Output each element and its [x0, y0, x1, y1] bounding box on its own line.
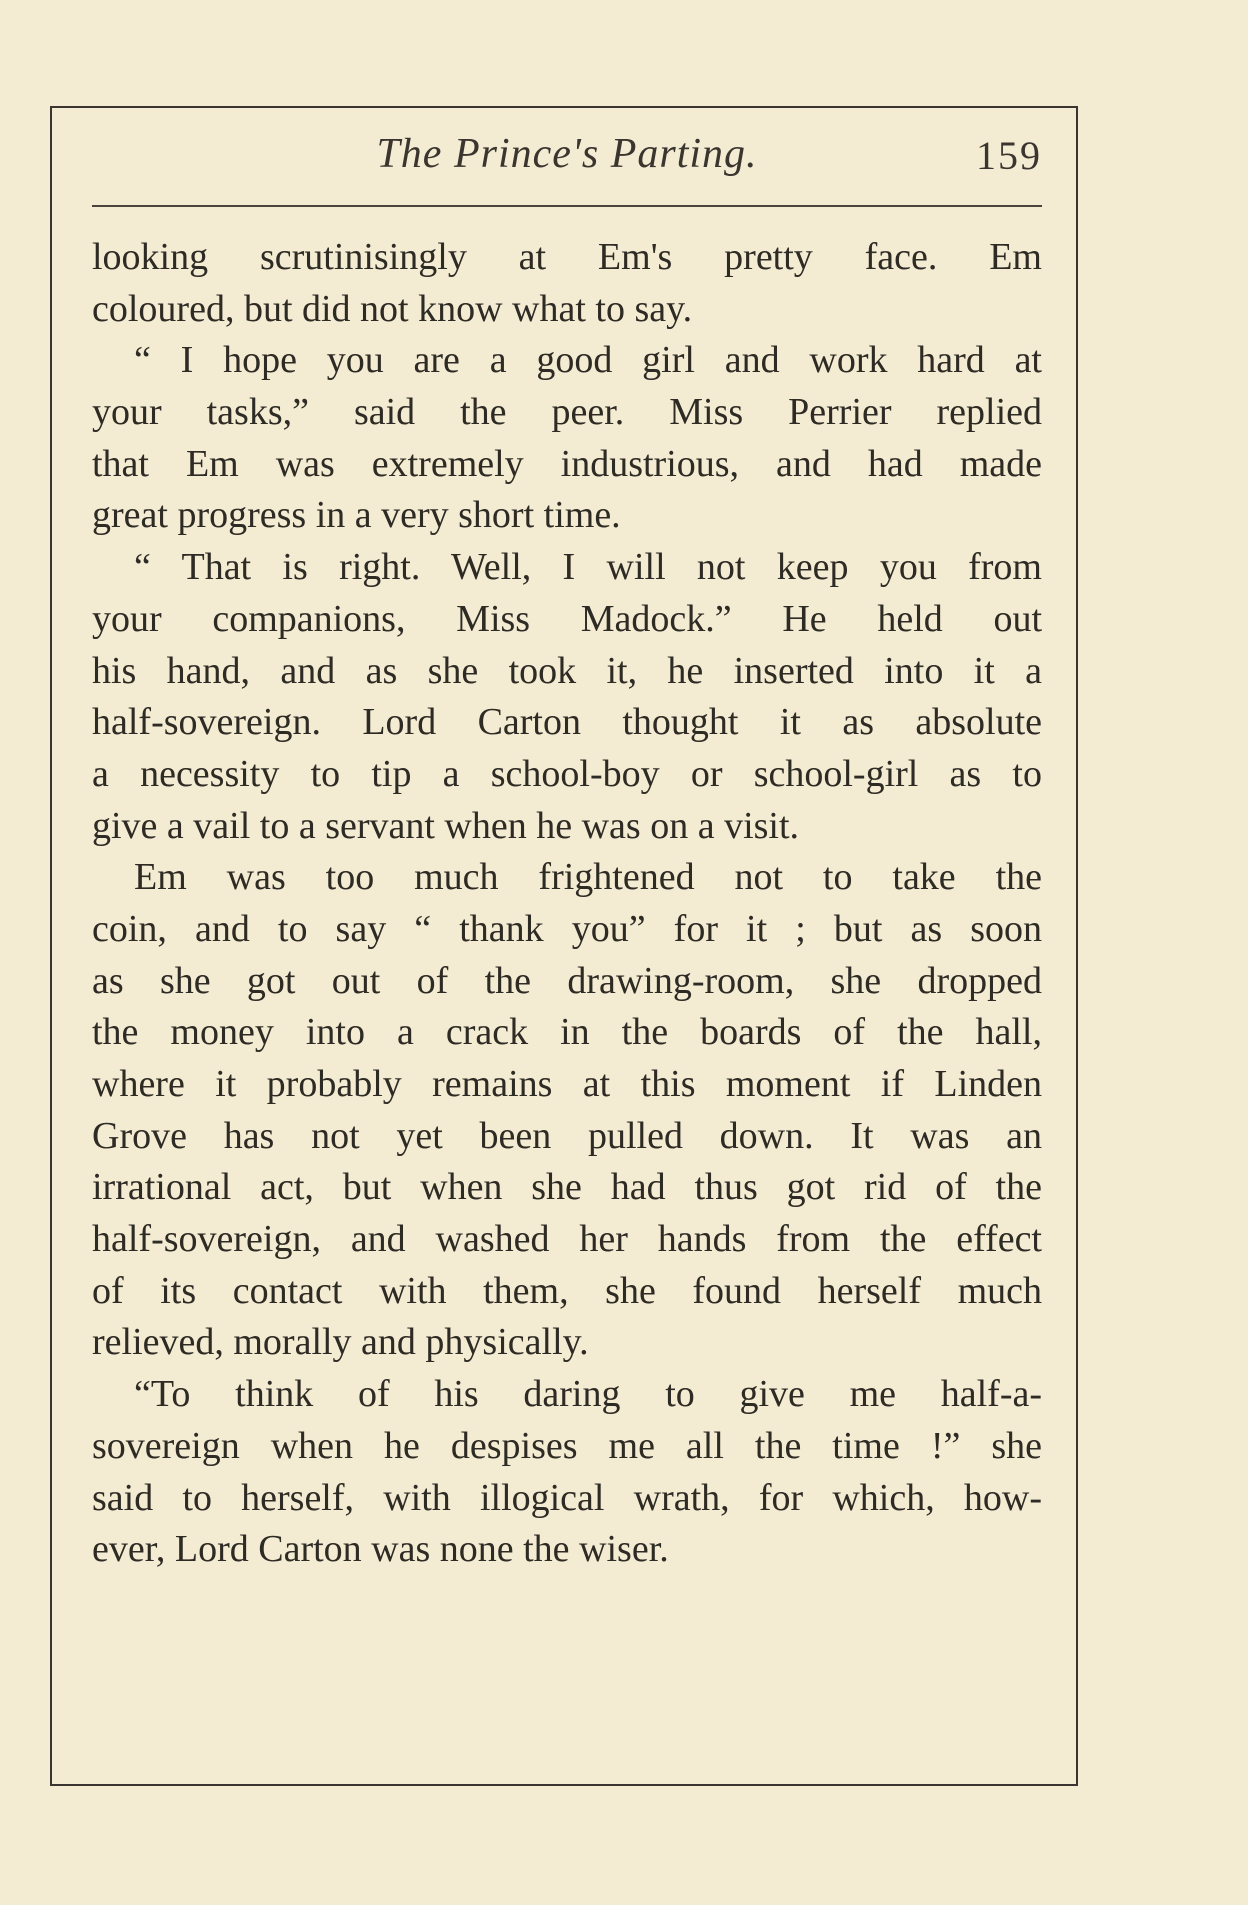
- text-line: the money into a crack in the boards of the hall,: [92, 1011, 1042, 1054]
- running-title: The Prince's Parting.: [376, 131, 758, 177]
- text-line: that Em was extremely industrious, and had made: [92, 442, 1042, 485]
- text-line: half-sovereign. Lord Carton thought it as absolute: [92, 701, 1042, 744]
- text-line: Em was too much frightened not to take the: [134, 856, 1042, 899]
- running-header: [92, 130, 1042, 190]
- text-line: sovereign when he despises me all the time !” she: [92, 1424, 1042, 1467]
- text-line: half-sovereign, and washed her hands from the effect: [92, 1218, 1042, 1261]
- text-line: his hand, and as she took it, he inserted into it a: [92, 649, 1042, 692]
- text-line: Grove has not yet been pulled down. It was an: [92, 1114, 1042, 1157]
- text-line: said to herself, with illogical wrath, for which, how-: [92, 1476, 1042, 1519]
- text-line: “ I hope you are a good girl and work hard at: [134, 339, 1042, 382]
- text-line: where it probably remains at this moment if Linden: [92, 1063, 1042, 1105]
- header-rule: [92, 205, 1042, 207]
- body-text: [92, 232, 1042, 1576]
- text-line: irrational act, but when she had thus got rid of the: [92, 1166, 1042, 1209]
- text-line: your companions, Miss Madock.” He held out: [92, 597, 1042, 640]
- text-line: a necessity to tip a school-boy or school-girl as to: [92, 752, 1042, 795]
- text-line: looking scrutinisingly at Em's pretty face. Em: [92, 236, 1042, 278]
- text-line: “ That is right. Well, I will not keep you from: [134, 546, 1042, 589]
- text-line: of its contact with them, she found herself much: [92, 1269, 1042, 1312]
- text-line: your tasks,” said the peer. Miss Perrier replied: [92, 391, 1042, 434]
- text-line: ever, Lord Carton was none the wiser.: [92, 1528, 669, 1571]
- text-line: “To think of his daring to give me half-a-: [134, 1373, 1042, 1416]
- text-line: coin, and to say “ thank you” for it ; but as soon: [92, 907, 1042, 950]
- text-line: relieved, morally and physically.: [92, 1321, 589, 1364]
- text-line: give a vail to a servant when he was on a visit.: [92, 804, 800, 847]
- text-line: as she got out of the drawing-room, she dropped: [92, 959, 1042, 1002]
- text-line: coloured, but did not know what to say.: [92, 287, 693, 330]
- text-line: great progress in a very short time.: [92, 494, 621, 537]
- page-number: 159: [976, 133, 1042, 178]
